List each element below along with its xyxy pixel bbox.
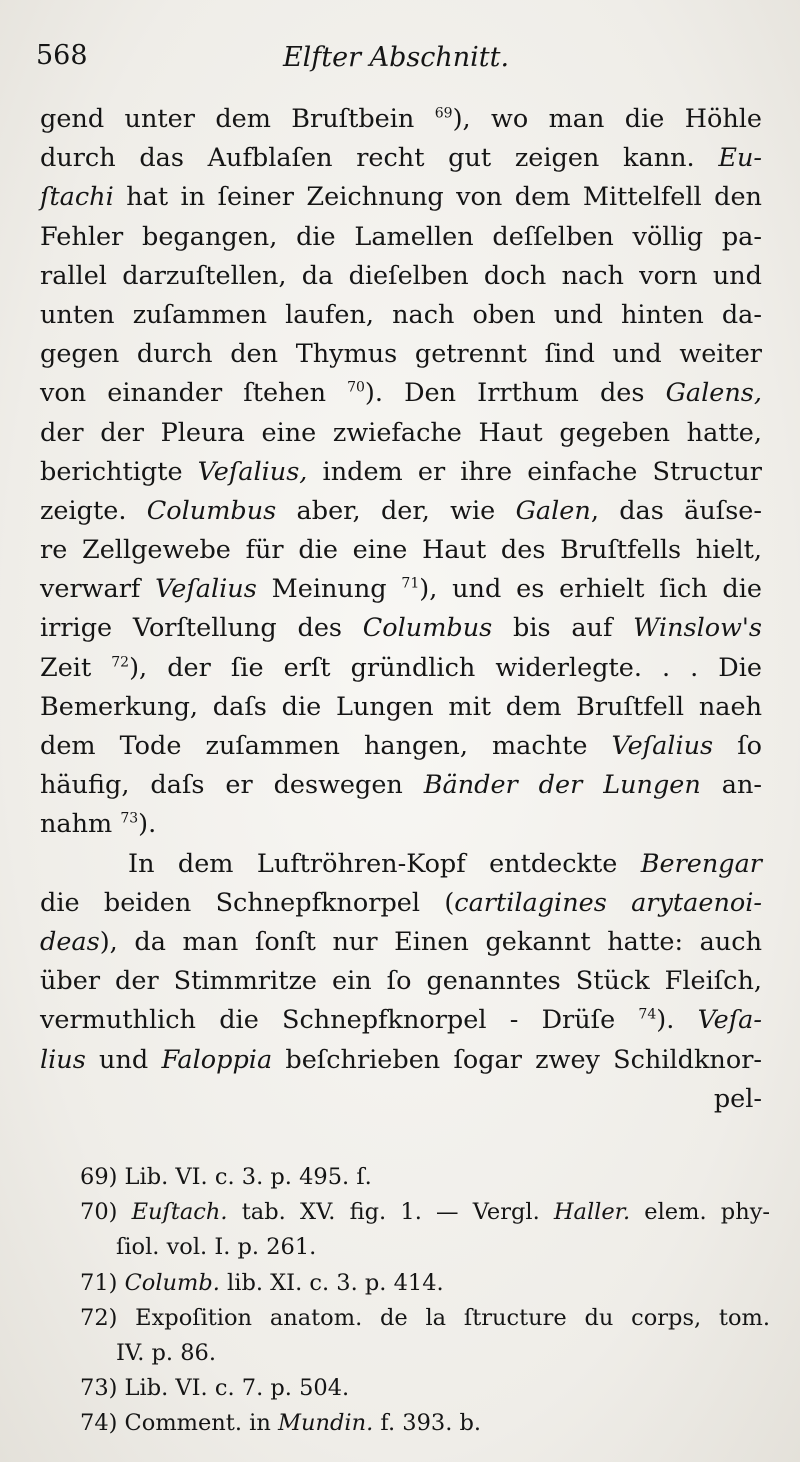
text-segment: verwarf <box>40 574 156 605</box>
text-segment: In dem Luftröhren-Kopf entdeckte <box>128 848 641 879</box>
text-segment: f. 393. b. <box>373 1410 482 1437</box>
text-line <box>40 570 762 609</box>
text-line <box>40 649 762 688</box>
text-segment: 71 <box>401 575 420 592</box>
text-segment: ). Den Irrthum des <box>364 378 666 409</box>
text-segment: 69 <box>434 105 453 122</box>
text-segment: tab. XV. fig. 1. — Vergl. <box>227 1199 554 1226</box>
text-segment: Haller. <box>553 1199 631 1226</box>
text-segment: gend unter dem Bruſtbein <box>40 104 435 134</box>
text-segment: von einander ſtehen <box>40 378 348 409</box>
text-line <box>40 1041 762 1080</box>
text-segment: dem Tode zuſammen hangen, machte <box>40 731 612 761</box>
text-segment: und <box>85 1044 162 1075</box>
text-line <box>40 492 762 531</box>
text-segment: Columbus <box>146 495 277 526</box>
text-line <box>40 845 762 884</box>
text-segment: ſiol. vol. I. p. 261. <box>116 1234 317 1261</box>
text-segment: Galen <box>515 495 591 526</box>
text-segment: Columb. <box>124 1269 220 1296</box>
text-segment: rallel darzuſtellen, da dieſelben doch nach vorn und <box>40 260 762 291</box>
text-line <box>40 884 762 923</box>
text-segment: Mundin. <box>278 1410 374 1437</box>
text-segment: 71) <box>80 1269 125 1296</box>
text-segment: 74) Comment. in <box>80 1410 278 1437</box>
text-line <box>40 414 762 453</box>
text-segment: deas <box>40 926 100 957</box>
text-segment: 73) Lib. VI. c. 7. p. 504. <box>80 1375 350 1402</box>
text-line <box>40 962 762 1001</box>
text-segment: Fehler begangen, die Lamellen deſſelben völlig pa- <box>40 221 762 252</box>
text-segment: indem er ihre einfache Structur <box>307 456 762 487</box>
text-segment: lius <box>40 1044 86 1075</box>
text-segment: Bemerkung, daſs die Lungen mit dem Bruſtfell naeh <box>40 691 762 722</box>
text-segment: Winslow's <box>633 613 763 644</box>
footnote-line <box>80 1230 770 1265</box>
text-segment: ), da man ſonſt nur Einen gekannt hatte: auch <box>99 926 762 957</box>
text-segment: 74 <box>638 1006 657 1023</box>
text-segment: bis auf <box>492 613 634 644</box>
text-segment: 73 <box>120 810 139 827</box>
text-segment: Veſa- <box>697 1005 762 1036</box>
text-segment: Veſalius, <box>197 456 308 487</box>
text-segment: ). <box>138 809 157 840</box>
text-segment: re Zellgewebe für die eine Haut des Bruſtfells hielt, <box>40 535 762 566</box>
text-segment: beſchrieben ſogar zwey Schildknor- <box>272 1044 763 1075</box>
text-segment: gegen durch den Thymus getrennt ſind und weiter <box>40 339 762 370</box>
text-segment: Columbus <box>362 613 493 644</box>
text-line <box>40 453 762 492</box>
text-line <box>40 531 762 570</box>
text-line <box>40 335 762 374</box>
text-segment: aber, der, wie <box>276 495 516 526</box>
text-line <box>40 727 762 766</box>
text-line <box>40 374 762 413</box>
text-line <box>40 766 762 805</box>
text-segment: irrige Vorſtellung des <box>40 613 363 644</box>
text-segment: ), wo man die Höhle <box>452 104 762 134</box>
text-segment: an- <box>700 770 762 801</box>
text-segment: häufig, daſs er deswegen <box>40 770 424 801</box>
text-line <box>40 257 762 296</box>
text-line <box>40 139 762 178</box>
body-text <box>40 100 762 1119</box>
text-segment: ſo <box>713 731 762 761</box>
text-line <box>40 688 762 727</box>
text-segment: Berengar <box>640 848 762 879</box>
text-segment: durch das Aufblaſen recht gut zeigen kann. <box>40 143 719 174</box>
text-segment: Galens, <box>665 378 762 409</box>
page-number: 568 <box>36 40 88 71</box>
footnote-line <box>80 1336 770 1371</box>
text-segment: der der Pleura eine zwiefache Haut gegeben hatte, <box>40 417 762 448</box>
text-line <box>40 218 762 257</box>
text-segment: Bänder der Lungen <box>423 770 701 801</box>
text-line <box>40 609 762 648</box>
text-segment: vermuthlich die Schnepfknorpel - Drüſe <box>40 1005 639 1036</box>
text-segment: Zeit <box>40 652 112 683</box>
text-segment: Euſtach. <box>131 1199 228 1226</box>
footnotes <box>80 1160 770 1442</box>
footnote-line <box>80 1160 770 1195</box>
text-segment: Meinung <box>256 574 402 605</box>
text-segment: Veſalius <box>611 731 714 761</box>
footnote-line <box>80 1371 770 1406</box>
text-line <box>40 178 762 217</box>
text-segment: 72 <box>111 654 130 671</box>
text-segment: 70) <box>80 1199 132 1226</box>
text-segment: cartilagines arytaenoi- <box>454 887 762 918</box>
text-line <box>40 1001 762 1040</box>
page-header <box>36 40 756 80</box>
text-line <box>40 296 762 335</box>
text-segment: ), der ſie erſt gründlich widerlegte. . . Die <box>129 652 762 683</box>
footnote-line <box>80 1406 770 1441</box>
text-segment: 69) Lib. VI. c. 3. p. 495. ſ. <box>80 1164 372 1190</box>
text-segment: 70 <box>347 379 365 396</box>
text-segment: ), und es erhielt ſich die <box>419 574 762 605</box>
text-segment: Veſalius <box>155 574 257 605</box>
text-line <box>40 100 762 139</box>
text-segment: IV. p. 86. <box>116 1339 216 1366</box>
text-segment: ). <box>656 1005 698 1036</box>
text-segment: nahm <box>40 809 121 840</box>
text-segment: Eu- <box>718 143 762 174</box>
text-line <box>40 923 762 962</box>
text-segment: hat in ſeiner Zeichnung von dem Mittelfell den <box>113 182 762 213</box>
text-segment: lib. XI. c. 3. p. 414. <box>219 1269 444 1296</box>
text-segment: 72) Expoſition anatom. de la ſtructure du corps, tom. <box>80 1304 770 1331</box>
text-segment: elem. phy- <box>630 1199 771 1226</box>
text-segment: zeigte. <box>40 495 147 526</box>
footnote-line <box>80 1195 770 1230</box>
text-segment: berichtigte <box>40 456 198 487</box>
text-segment: pel- <box>713 1083 762 1114</box>
text-segment: Faloppia <box>161 1044 273 1075</box>
text-segment: , das äuſse- <box>590 495 763 526</box>
text-line <box>40 1080 762 1119</box>
text-segment: unten zuſammen laufen, nach oben und hinten da- <box>40 299 762 330</box>
text-segment: die beiden Schnepfknorpel ( <box>40 887 455 918</box>
text-segment: über der Stimmritze ein ſo genanntes Stück Fleiſch, <box>40 966 762 997</box>
footnote-line <box>80 1266 770 1301</box>
text-segment: ſtachi <box>40 182 114 213</box>
footnote-line <box>80 1301 770 1336</box>
running-title: Elfter Abschnitt. <box>282 42 510 73</box>
text-line <box>40 805 762 844</box>
